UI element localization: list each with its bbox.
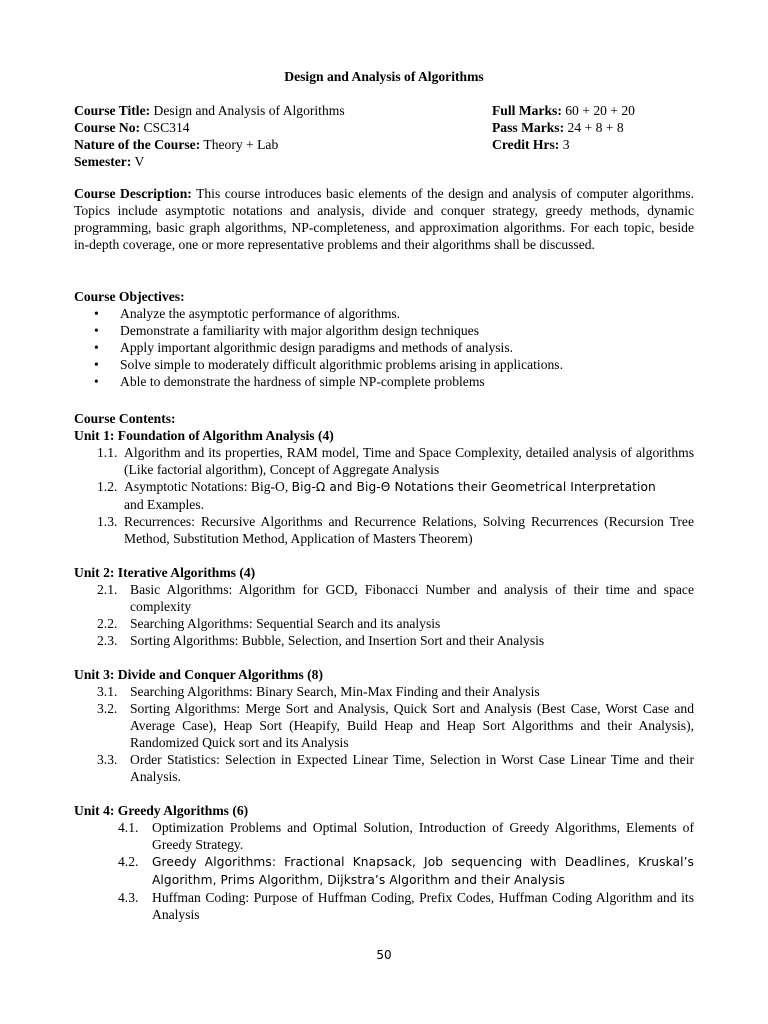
bullet-icon: • [94, 357, 99, 372]
unit-item: 4.2. Greedy Algorithms: Fractional Knapsack, Job sequencing with Deadlines, Kruskal’s Algorithm, Prims Algorithm, Dijkstra’s Algorithm and their Analysis [118, 854, 694, 887]
objectives-label: Course Objectives: [74, 289, 185, 304]
course-description-label: Course Description: [74, 186, 192, 201]
bullet-icon: • [94, 374, 99, 389]
course-objectives [74, 288, 694, 390]
unit-4 [74, 802, 694, 923]
unit-item: 1.2. Asymptotic Notations: Big-O, Big-Ω and Big-Θ Notations their Geometrical Interpretation and Examples. [97, 479, 656, 512]
unit-item: 3.2. Sorting Algorithms: Merge Sort and Analysis, Quick Sort and Analysis (Best Case, Worst Case and Average Case), Heap Sort (Heapify, Build Heap and Heap Sort Algorithms and their Analysis), Randomized Quick sort and its Analysis [97, 701, 694, 750]
course-meta [74, 102, 694, 170]
semester: Semester: V [74, 154, 145, 169]
page-title: Design and Analysis of Algorithms [284, 69, 484, 84]
unit-item: 2.1. Basic Algorithms: Algorithm for GCD, Fibonacci Number and analysis of their time and space complexity [97, 582, 694, 614]
unit-item: 2.2. Searching Algorithms: Sequential Search and its analysis [97, 616, 441, 631]
bullet-icon: • [94, 323, 99, 338]
objective-item: • Analyze the asymptotic performance of algorithms. [94, 306, 401, 321]
bullet-icon: • [94, 306, 99, 321]
unit-item: 3.3. Order Statistics: Selection in Expected Linear Time, Selection in Worst Case Linear Time and their Analysis. [97, 752, 694, 784]
unit-item: 1.1. Algorithm and its properties, RAM model, Time and Space Complexity, detailed analysis of algorithms (Like factorial algorithm), Concept of Aggregate Analysis [97, 445, 694, 477]
course-contents [74, 410, 694, 940]
unit-item: 4.1. Optimization Problems and Optimal Solution, Introduction of Greedy Algorithms, Elements of Greedy Strategy. [118, 820, 694, 852]
bullet-icon: • [94, 340, 99, 355]
contents-label: Course Contents: [74, 411, 176, 426]
course-no: Course No: CSC314 [74, 120, 190, 135]
full-marks: Full Marks: 60 + 20 + 20 [492, 103, 635, 118]
credit-hours: Credit Hrs: 3 [492, 137, 570, 152]
unit-title: Unit 3: Divide and Conquer Algorithms (8) [74, 667, 323, 682]
objective-item: • Solve simple to moderately difficult algorithmic problems arising in applications. [94, 357, 563, 372]
unit-title: Unit 2: Iterative Algorithms (4) [74, 565, 256, 580]
unit-item: 4.3. Huffman Coding: Purpose of Huffman Coding, Prefix Codes, Huffman Coding Algorithm and its Analysis [118, 890, 694, 922]
pass-marks: Pass Marks: 24 + 8 + 8 [492, 120, 624, 135]
unit-title: Unit 1: Foundation of Algorithm Analysis (4) [74, 428, 334, 443]
unit-title: Unit 4: Greedy Algorithms (6) [74, 803, 249, 818]
course-description-text: This course introduces basic elements of the design and analysis of computer algorithms. Topics include asymptotic notations and analysis, divide and conquer strategy, greedy methods, dynamic programming, basic graph algorithms, NP-completeness, and approximation algorithms. For each topic, beside in-depth coverage, one or more representative problems and their algorithms shall be discussed. [74, 186, 694, 252]
page-number: 50 [376, 948, 392, 962]
objective-item: • Able to demonstrate the hardness of simple NP-complete problems [94, 374, 485, 389]
unit-item: 3.1. Searching Algorithms: Binary Search, Min-Max Finding and their Analysis [97, 684, 540, 699]
unit-1 [74, 427, 694, 547]
unit-2 [74, 564, 694, 649]
course-title: Course Title: Design and Analysis of Algorithms [74, 103, 345, 118]
objective-item: • Demonstrate a familiarity with major algorithm design techniques [94, 323, 480, 338]
objective-item: • Apply important algorithmic design paradigms and methods of analysis. [94, 340, 514, 355]
unit-item: 2.3. Sorting Algorithms: Bubble, Selection, and Insertion Sort and their Analysis [97, 633, 545, 648]
course-description [74, 185, 694, 253]
course-nature: Nature of the Course: Theory + Lab [74, 137, 279, 152]
unit-item: 1.3. Recurrences: Recursive Algorithms and Recurrence Relations, Solving Recurrences (Recursion Tree Method, Substitution Method, Application of Masters Theorem) [97, 514, 694, 546]
unit-3 [74, 666, 694, 785]
